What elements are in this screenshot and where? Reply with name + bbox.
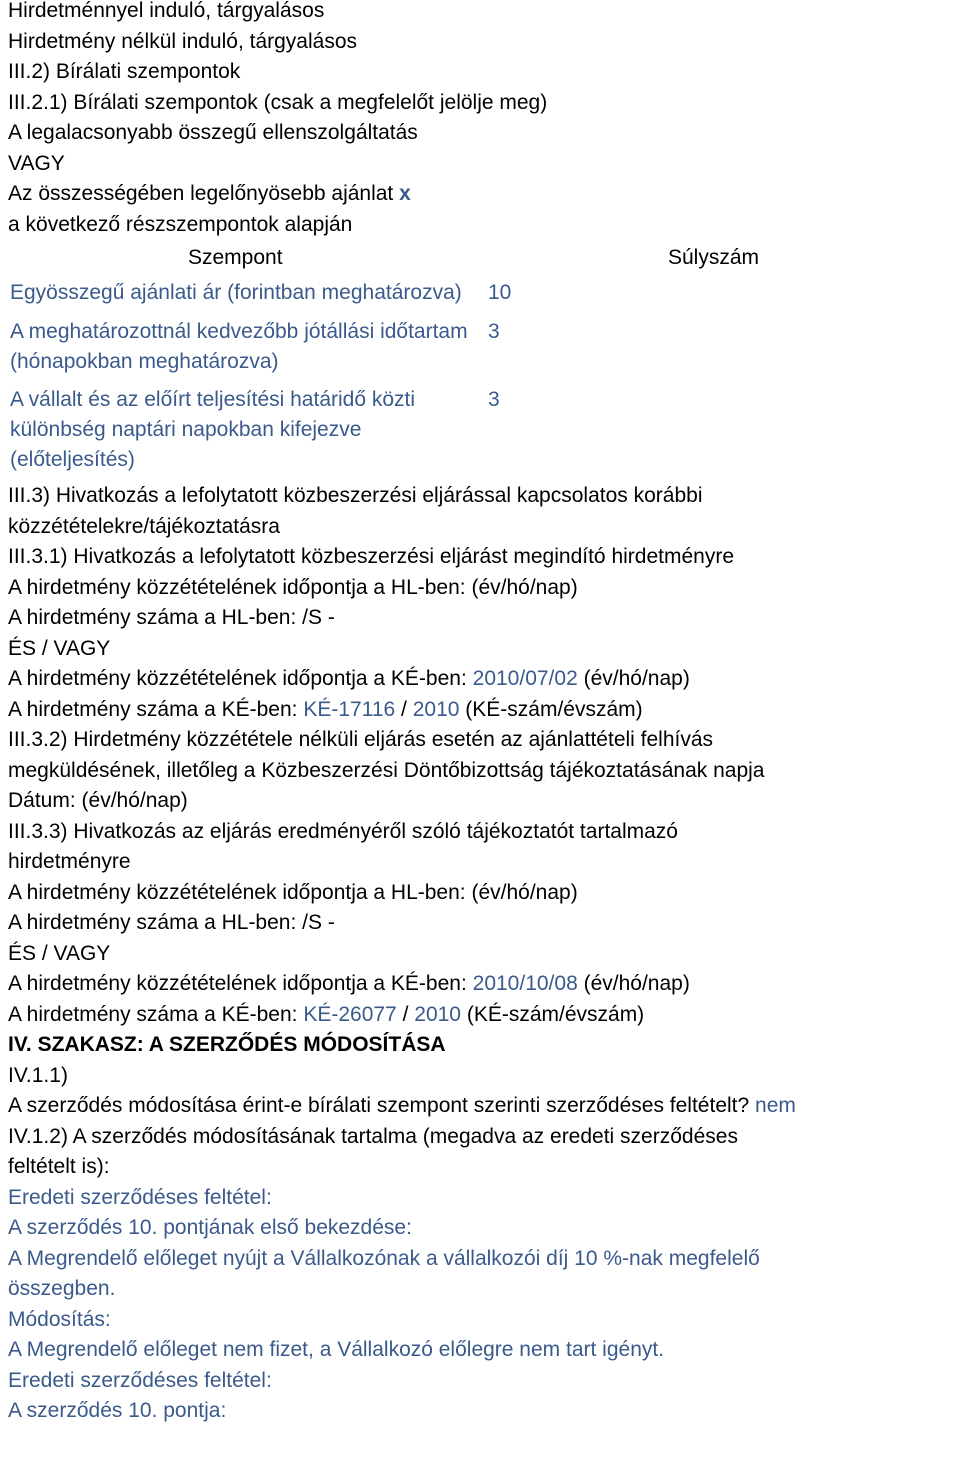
text-line: VAGY [8, 151, 65, 175]
criterion-weight: 3 [488, 388, 500, 411]
criterion-weight: 3 [488, 320, 500, 343]
question-line [8, 1091, 960, 1122]
field-label: A hirdetmény száma a KÉ-ben: [8, 697, 298, 721]
field-format: (KÉ-szám/évszám) [466, 1002, 645, 1026]
modification-text: A szerződés 10. pontjának első bekezdése: [8, 1216, 412, 1239]
text-line: ÉS / VAGY [8, 636, 111, 660]
modification-text: összegben. [8, 1277, 116, 1300]
text-line: A hirdetmény száma a HL-ben: /S - [8, 606, 335, 629]
criterion-text: A meghatározottnál kedvezőbb jótállási időtartam (hónapokban meghatározva) [10, 320, 468, 373]
field-value: 2010/07/02 [472, 667, 578, 690]
text-line: A hirdetmény közzétételének időpontja a HL-ben: (év/hó/nap) [8, 880, 578, 904]
ke-number-line [8, 1000, 960, 1031]
field-label: A hirdetmény száma a KÉ-ben: [8, 1002, 298, 1026]
text-line: Hirdetménnyel induló, tárgyalásos [8, 0, 325, 22]
section-heading: közzétételekre/tájékoztatásra [8, 514, 280, 538]
table-row [10, 385, 548, 481]
field-value: 2010 [414, 1002, 461, 1026]
field-format: (év/hó/nap) [583, 972, 690, 995]
text-line: A hirdetmény közzétételének időpontja a HL-ben: (év/hó/nap) [8, 575, 578, 599]
document-body [8, 0, 960, 1427]
criteria-option [8, 179, 960, 210]
criterion-text: Egyösszegű ajánlati ár (forintban meghatározva) [10, 281, 462, 304]
modification-text: A szerződés 10. pontja: [8, 1399, 227, 1422]
field-label: A hirdetmény közzétételének időpontja a KÉ-ben: [8, 972, 467, 995]
text-line: A legalacsonyabb összegű ellenszolgáltatás [8, 121, 418, 144]
answer-value: nem [755, 1094, 796, 1117]
field-format: (KÉ-szám/évszám) [465, 697, 643, 721]
question-text: A szerződés módosítása érint-e bírálati szempont szerinti szerződéses feltételt? [8, 1094, 750, 1117]
selected-mark: x [399, 182, 411, 205]
text-line: Hirdetmény nélkül induló, tárgyalásos [8, 29, 358, 53]
section-heading: III.3) Hivatkozás a lefolytatott közbeszerzési eljárással kapcsolatos korábbi [8, 484, 703, 507]
criterion-text: A vállalt és az előírt teljesítési határidő közti különbség naptári napokban kifejezve (előteljesítés) [10, 388, 416, 471]
table-row [10, 278, 548, 317]
field-value: KÉ-26077 [303, 1002, 397, 1026]
section-heading: IV.1.1) [8, 1063, 68, 1087]
ke-number-line [8, 695, 960, 726]
section-heading: megküldésének, illetőleg a Közbeszerzési Döntőbizottság tájékoztatásának napja [8, 758, 765, 782]
field-value: KÉ-17116 [303, 697, 396, 721]
ke-date-line [8, 664, 960, 695]
field-value: 2010 [412, 697, 460, 721]
section-heading: III.2.1) Bírálati szempontok (csak a megfelelőt jelölje meg) [8, 90, 548, 114]
section-heading: III.3.2) Hirdetmény közzététele nélküli eljárás esetén az ajánlattételi felhívás [8, 728, 714, 751]
criterion-weight: 10 [488, 281, 512, 304]
section-heading: hirdetményre [8, 850, 131, 873]
option-label: Az összességében legelőnyösebb ajánlat [8, 182, 394, 205]
separator: / [402, 1002, 409, 1026]
modification-text: A Megrendelő előleget nem fizet, a Vállalkozó előlegre nem tart igényt. [8, 1338, 665, 1361]
modification-text: A Megrendelő előleget nyújt a Vállalkozónak a vállalkozói díj 10 %-nak megfelelő [8, 1246, 760, 1270]
field-label: A hirdetmény közzétételének időpontja a KÉ-ben: [8, 667, 467, 690]
section-heading: III.3.3) Hivatkozás az eljárás eredményéről szóló tájékoztatót tartalmazó [8, 819, 678, 843]
modification-text: Módosítás: [8, 1307, 111, 1331]
section-heading: III.2) Bírálati szempontok [8, 60, 241, 83]
text-line: A hirdetmény száma a HL-ben: /S - [8, 911, 335, 934]
criteria-table [10, 278, 548, 481]
field-value: 2010/10/08 [472, 972, 578, 995]
text-line: ÉS / VAGY [8, 941, 111, 965]
section-heading: feltételt is): [8, 1155, 110, 1178]
section-heading: III.3.1) Hivatkozás a lefolytatott közbeszerzési eljárást megindító hirdetményre [8, 545, 734, 568]
separator: / [401, 697, 407, 721]
table-row [10, 317, 548, 385]
text-line: a következő részszempontok alapján [8, 212, 353, 236]
header-sulyszam: Súlyszám [668, 246, 760, 269]
section-title: IV. SZAKASZ: A SZERZŐDÉS MÓDOSÍTÁSA [8, 1033, 446, 1056]
field-format: (év/hó/nap) [583, 667, 690, 690]
header-szempont: Szempont [188, 246, 283, 269]
section-heading: IV.1.2) A szerződés módosításának tartalma (megadva az eredeti szerződéses [8, 1124, 738, 1148]
modification-text: Eredeti szerződéses feltétel: [8, 1185, 272, 1209]
ke-date-line [8, 969, 960, 1000]
criteria-table-header [8, 240, 960, 278]
modification-text: Eredeti szerződéses feltétel: [8, 1368, 272, 1392]
text-line: Dátum: (év/hó/nap) [8, 789, 188, 812]
